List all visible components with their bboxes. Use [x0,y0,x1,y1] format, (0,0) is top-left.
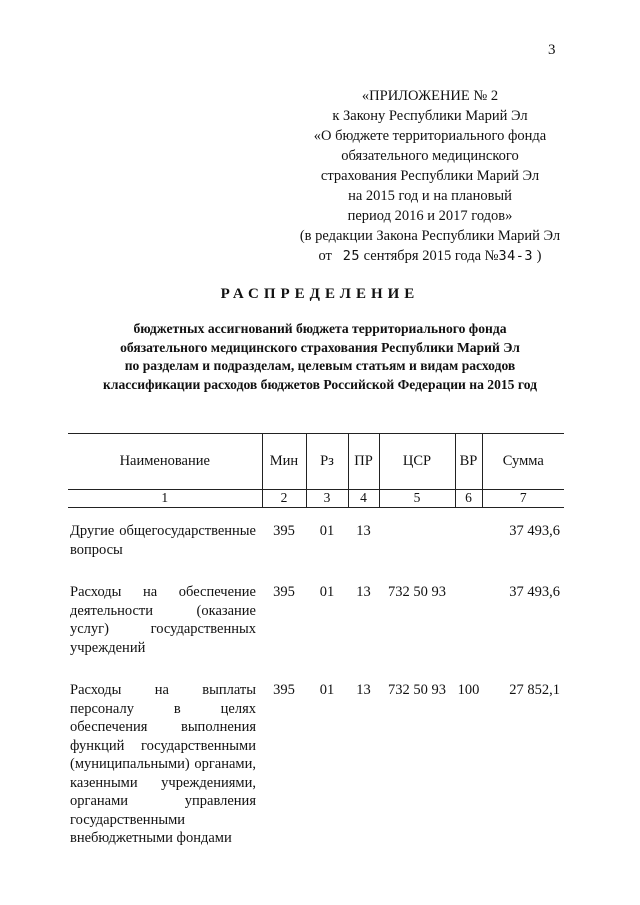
header-rz: Рз [306,434,348,490]
row-pr: 13 [356,523,371,539]
column-number: 4 [348,490,379,508]
document-subtitle [60,320,580,394]
row-csr: 732 50 93 [388,682,446,698]
table-row [68,569,564,667]
appendix-line: «О бюджете территориального фонда [313,128,547,144]
header-vr: ВР [455,434,482,490]
appendix-line: к Закону Республики Марий Эл [332,108,528,124]
subtitle-line: классификации расходов бюджетов Российской Федерации на 2015 год [102,376,537,392]
appendix-line: на 2015 год и на плановый [348,188,512,204]
edition-prefix: от [318,248,332,264]
column-number: 7 [482,490,564,508]
header-pr: ПР [348,434,379,490]
row-rz: 01 [319,584,335,600]
row-name: Расходы на обеспечение деятельности (оказание услуг) государственных учреждений [70,584,256,656]
budget-table [68,433,564,858]
row-rz: 01 [319,523,335,539]
column-number: 2 [262,490,306,508]
appendix-line: «ПРИЛОЖЕНИЕ № 2 [361,88,499,104]
appendix-line: (в редакции Закона Республики Марий Эл [299,228,561,244]
column-number-row [68,490,564,508]
row-sum: 37 493,6 [509,523,560,539]
table-header-row [68,434,564,490]
row-vr: 100 [457,682,480,698]
header-name: Наименование [68,434,262,490]
column-number: 6 [455,490,482,508]
row-name: Другие общегосударственные вопросы [70,523,256,558]
row-pr: 13 [356,682,371,698]
appendix-line: период 2016 и 2017 годов» [347,208,513,224]
row-min: 395 [273,584,295,600]
subtitle-line: бюджетных ассигнований бюджета территориального фонда [133,321,507,336]
column-number: 1 [68,490,262,508]
edition-line [290,246,570,266]
header-sum: Сумма [482,434,564,490]
row-sum: 27 852,1 [509,682,560,698]
header-csr: ЦСР [379,434,455,490]
row-sum: 37 493,6 [509,584,560,600]
row-vr [455,569,482,667]
appendix-line: обязательного медицинского [341,148,519,164]
row-csr: 732 50 93 [388,584,446,600]
appendix-header [290,86,570,266]
column-number: 3 [306,490,348,508]
row-csr [379,508,455,570]
table-row [68,667,564,858]
edition-day-stamp: 25 [342,248,361,264]
row-name: Расходы на выплаты персоналу в целях обеспечения выполнения функций государственными (муниципальными) органами, казенными учреждениями, органами управления государственными внебюджетными фондами [70,682,256,846]
column-number: 5 [379,490,455,508]
row-vr [455,508,482,570]
row-rz: 01 [319,682,335,698]
row-min: 395 [273,682,295,698]
edition-number-stamp: 34-З [498,248,534,264]
edition-suffix: ) [536,248,542,264]
table-row [68,508,564,570]
document-title: РАСПРЕДЕЛЕНИЕ [220,286,420,302]
page-number: 3 [548,42,556,58]
subtitle-line: обязательного медицинского страхования Республики Марий Эл [120,339,520,355]
row-min: 395 [273,523,295,539]
appendix-line: страхования Республики Марий Эл [320,168,540,184]
edition-middle: сентября 2015 года № [363,248,499,264]
row-pr: 13 [356,584,371,600]
header-min: Мин [262,434,306,490]
subtitle-line: по разделам и подразделам, целевым статьям и видам расходов [124,358,516,373]
